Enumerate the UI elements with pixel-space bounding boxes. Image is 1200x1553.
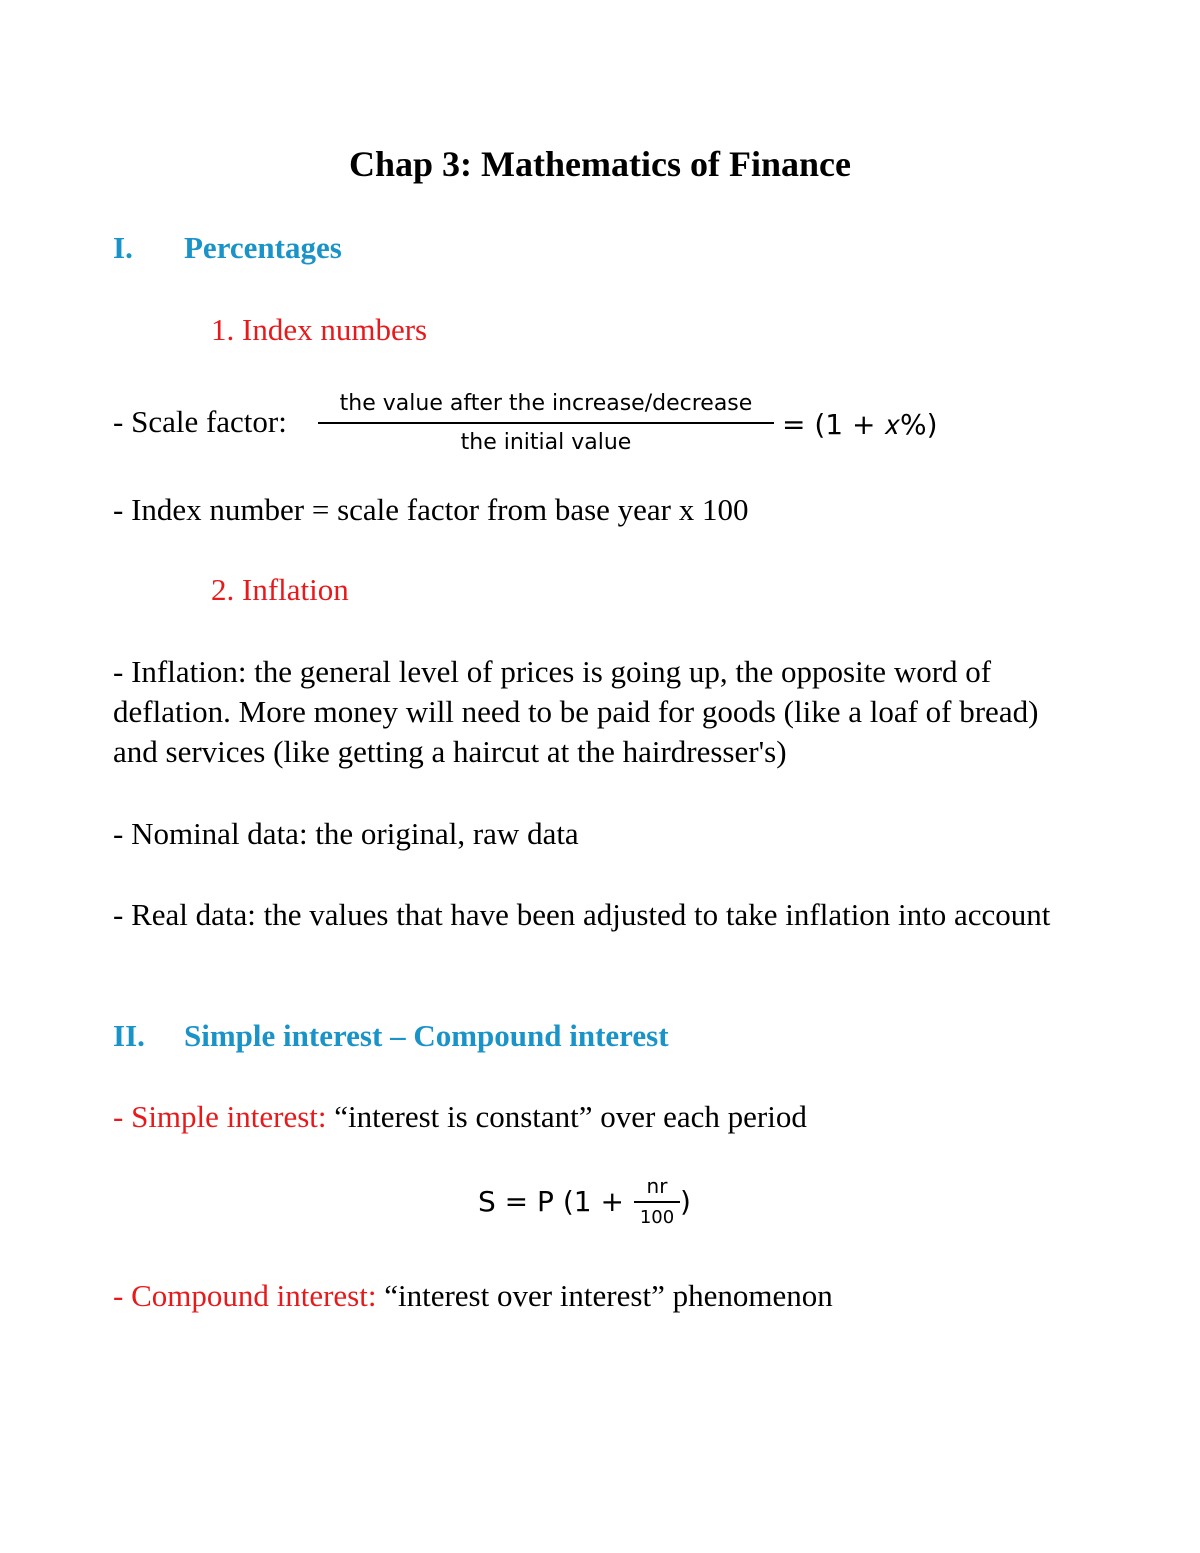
formula-lhs: S = P (1 + — [478, 1185, 624, 1218]
formula-close-paren: ) — [680, 1185, 691, 1218]
real-data-definition: - Real data: the values that have been adjusted to take inflation into account — [113, 897, 1051, 932]
section-2-number: II. — [113, 1018, 145, 1053]
fraction-bar — [318, 422, 774, 424]
simple-interest-line — [113, 1097, 807, 1137]
subheading-inflation: 2. Inflation — [211, 572, 349, 607]
formula-denominator: 100 — [639, 1207, 675, 1228]
nominal-data-definition: - Nominal data: the original, raw data — [113, 816, 579, 851]
scale-factor-rhs: = (1 + 𝑥%) — [782, 408, 938, 441]
section-2-title: Simple interest – Compound interest — [184, 1018, 669, 1053]
compound-interest-line — [113, 1276, 833, 1316]
simple-interest-text: “interest is constant” over each period — [326, 1099, 807, 1134]
inflation-definition: - Inflation: the general level of prices is going up, the opposite word of deflation. More money will need to be paid for goods (like a loaf of bread) and services (like getting a haircut at the hairdresser's) — [113, 654, 1039, 769]
subheading-index-numbers: 1. Index numbers — [211, 312, 428, 347]
section-1-title: Percentages — [184, 230, 342, 265]
index-number-definition: - Index number = scale factor from base year x 100 — [113, 492, 749, 527]
scale-factor-label: - Scale factor: — [113, 404, 287, 439]
scale-factor-denominator: the initial value — [460, 430, 632, 455]
simple-interest-label: - Simple interest: — [113, 1099, 327, 1134]
page-title: Chap 3: Mathematics of Finance — [349, 144, 851, 184]
formula-fraction-bar — [634, 1201, 680, 1203]
compound-interest-label: - Compound interest: — [113, 1278, 377, 1313]
section-1-number: I. — [113, 230, 133, 265]
formula-numerator: nr — [646, 1174, 668, 1198]
compound-interest-text: “interest over interest” phenomenon — [376, 1278, 833, 1313]
scale-factor-numerator: the value after the increase/decrease — [339, 391, 753, 416]
